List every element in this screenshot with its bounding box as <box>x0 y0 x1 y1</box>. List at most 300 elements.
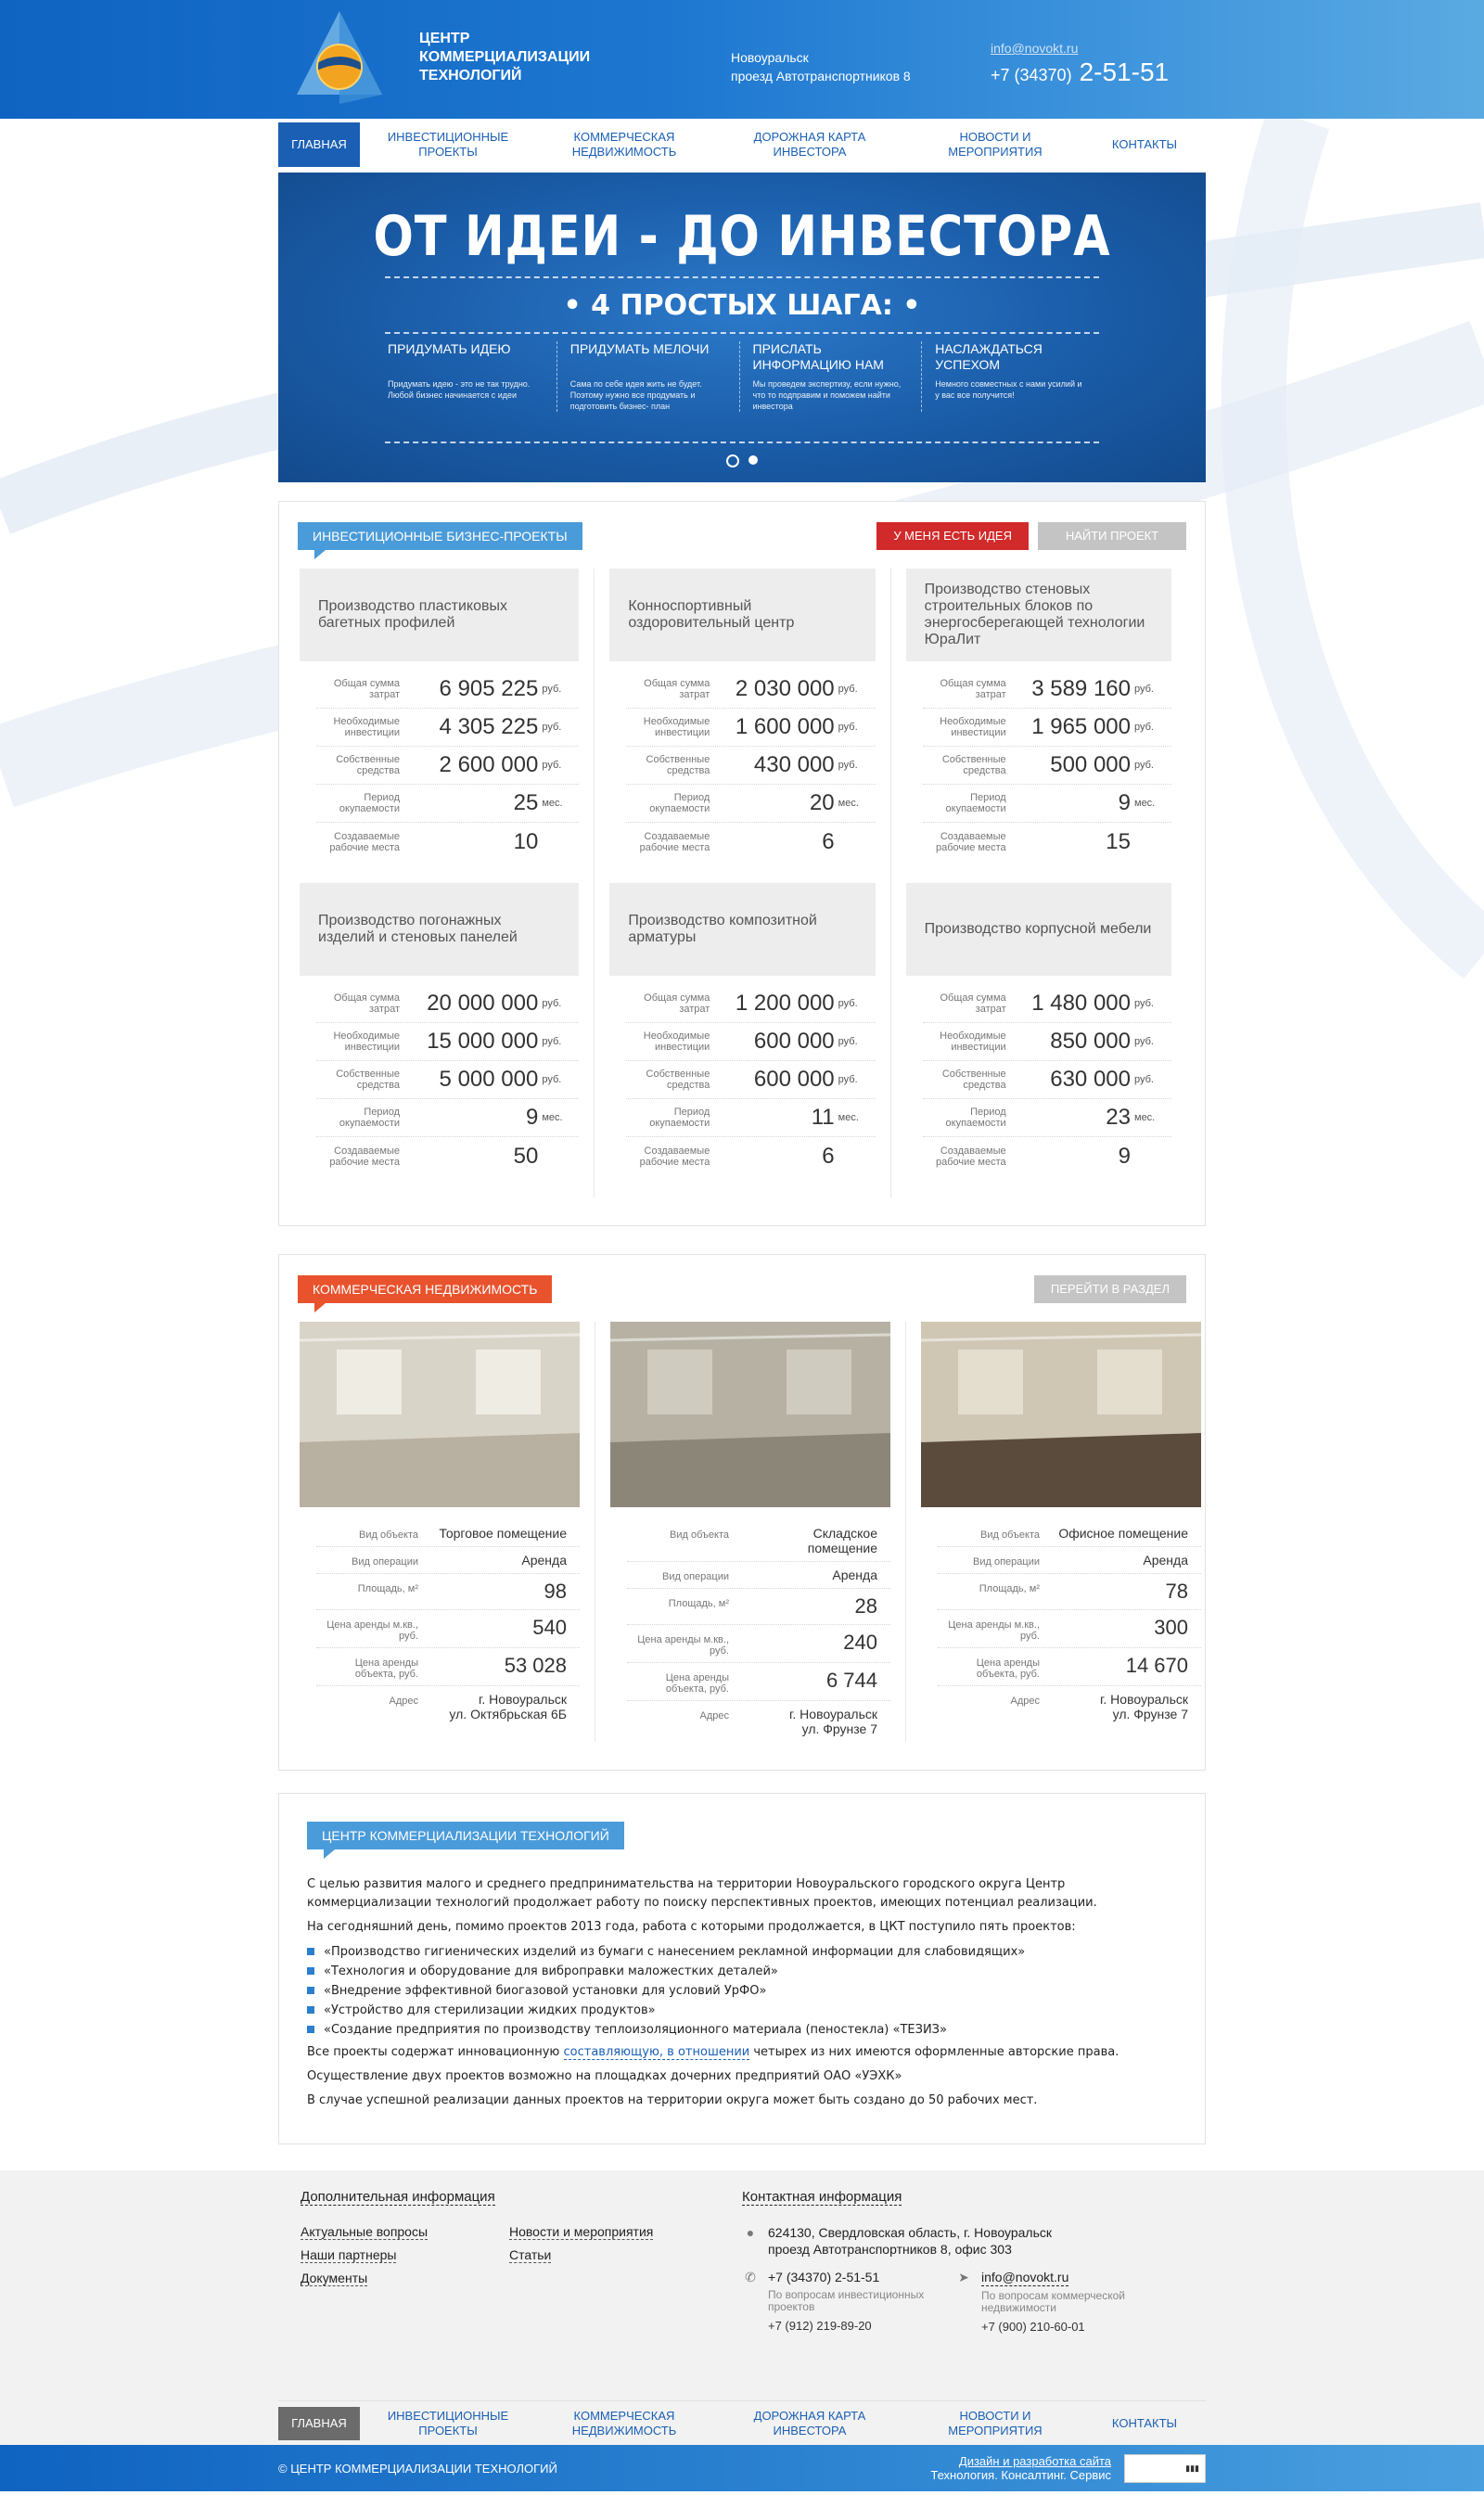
phone-text: +7 (34370) 2-51-51 <box>768 2270 880 2284</box>
address-line: 624130, Свердловская область, г. Новоуральск <box>768 2225 1052 2240</box>
slider-step <box>921 341 1104 412</box>
project-stat-row <box>626 1099 875 1137</box>
inv-phone: +7 (912) 219-89-20 <box>768 2319 872 2333</box>
project-stat-row <box>923 747 1171 785</box>
stat-unit: руб. <box>542 684 562 695</box>
project-title[interactable]: Производство пластиковых багетных профилей <box>300 569 579 661</box>
logo-pyramid-icon[interactable] <box>293 9 386 106</box>
project-stats <box>300 976 579 1175</box>
project-title[interactable]: Производство погонажных изделий и стеновых панелей <box>300 883 579 976</box>
estate-card[interactable] <box>300 1322 580 1727</box>
estate-label: Цена аренды м.кв., руб. <box>948 1619 1040 1642</box>
nav-label: КОНТАКТЫ <box>1111 2415 1178 2430</box>
send-icon: ➤ <box>958 2270 969 2284</box>
project-column <box>298 883 594 1197</box>
nav-label <box>948 2409 1042 2438</box>
est-phone: +7 (900) 210-60-01 <box>981 2320 1085 2334</box>
stat-label: Общая сумма затрат <box>333 992 400 1015</box>
stat-value: 20 000 000 <box>427 991 539 1016</box>
stat-unit: руб. <box>1134 684 1154 695</box>
about-list-item: «Устройство для стерилизации жидких продуктов» <box>307 2001 1177 2020</box>
nav-label-line: ДОРОЖНАЯ КАРТА <box>753 2408 866 2423</box>
about-project-list <box>307 1942 1177 2040</box>
estate-label: Цена аренды объекта, руб. <box>976 1657 1040 1680</box>
slider-pagination <box>278 453 1206 469</box>
estate-row <box>316 1648 580 1686</box>
stat-label: Создаваемые рабочие места <box>935 830 1006 853</box>
find-project-button[interactable]: НАЙТИ ПРОЕКТ <box>1038 522 1186 550</box>
slider-step <box>739 341 922 412</box>
stat-value: 3 589 160 <box>1031 676 1131 701</box>
project-stat-row <box>923 671 1171 709</box>
stat-label: Необходимые инвестиции <box>333 716 400 738</box>
project-title[interactable]: Производство композитной арматуры <box>609 883 875 976</box>
estate-row <box>938 1520 1201 1547</box>
estate-row <box>316 1686 580 1727</box>
about-list-item: «Производство гигиенических изделий из бумаги с нанесением рекламной информации для слабовидящих» <box>307 1942 1177 1962</box>
slider-title: ОТ ИДЕИ - ДО ИНВЕСТОРА <box>373 204 1111 269</box>
project-stats <box>906 976 1171 1175</box>
about-text: четырех из них имеются оформленные авторские права. <box>749 2045 1119 2059</box>
nav-label-line: ИНВЕСТОРА <box>773 145 847 159</box>
project-stat-row <box>316 785 579 823</box>
project-card[interactable] <box>906 569 1171 861</box>
estate-row <box>316 1574 580 1610</box>
project-stat-row <box>316 1099 579 1137</box>
project-stat-row <box>626 985 875 1023</box>
stat-value: 6 <box>822 828 835 854</box>
developer-name: Технология. Консалтинг. Сервис <box>930 2468 1111 2482</box>
stat-unit: руб. <box>838 722 858 733</box>
developer-credit <box>930 2454 1206 2483</box>
footer-nav <box>278 2400 1206 2445</box>
footer-contacts-title: Контактная информация <box>742 2189 902 2205</box>
footer-nav-home[interactable] <box>278 2407 360 2440</box>
project-stat-row <box>626 1061 875 1099</box>
about-text: Все проекты содержат инновационную <box>307 2045 564 2059</box>
stat-unit: руб. <box>1134 1036 1154 1047</box>
stat-label: Собственные средства <box>941 1068 1006 1091</box>
header-city: Новоуральск <box>731 50 809 65</box>
nav-label <box>388 130 508 160</box>
nav-label <box>754 130 866 160</box>
estate-address-line: г. Новоуральск <box>479 1692 567 1707</box>
footer-nav-investment-projects[interactable] <box>360 2401 536 2446</box>
footer-link-news[interactable]: Новости и мероприятия <box>509 2224 654 2239</box>
about-inline-link[interactable]: составляющую, в отношении <box>563 2045 750 2059</box>
estate-tag: КОММЕРЧЕСКАЯ НЕДВИЖИМОСТЬ <box>298 1275 552 1303</box>
stat-unit: руб. <box>838 684 858 695</box>
stat-value: 600 000 <box>753 1067 835 1092</box>
projects-section <box>278 501 1206 1226</box>
estate-label: Площадь, м² <box>668 1598 729 1609</box>
project-stat-row <box>923 1137 1171 1175</box>
stat-unit: руб. <box>838 998 858 1009</box>
stat-value: 6 <box>822 1143 835 1169</box>
stat-label: Создаваемые рабочие места <box>639 830 710 853</box>
estate-row <box>627 1625 890 1663</box>
header-email-link[interactable]: info@novokt.ru <box>991 41 1079 56</box>
project-card[interactable] <box>300 883 579 1175</box>
estate-value: Аренда <box>832 1568 877 1582</box>
stat-value: 25 <box>513 790 539 815</box>
stat-label: Период окупаемости <box>945 1107 1006 1129</box>
developer-link[interactable]: Дизайн и разработка сайта <box>958 2454 1111 2468</box>
nav-label-line: НЕДВИЖИМОСТЬ <box>571 145 677 159</box>
estate-value: 540 <box>532 1616 567 1639</box>
stat-label: Создаваемые рабочие места <box>329 830 400 853</box>
main-nav <box>278 122 1206 167</box>
stat-value: 6 905 225 <box>439 676 539 701</box>
nav-investment-projects[interactable] <box>360 122 536 167</box>
project-column <box>594 883 889 1197</box>
estate-card[interactable] <box>610 1322 890 1742</box>
estate-label: Площадь, м² <box>357 1583 418 1594</box>
estate-address-line: г. Новоуральск <box>789 1707 877 1721</box>
est-note: По вопросам коммерческой недвижимости <box>981 2289 1125 2314</box>
header-address <box>731 48 911 85</box>
stat-unit: мес. <box>542 798 563 809</box>
stat-unit: мес. <box>1134 1112 1156 1123</box>
have-idea-button[interactable]: У МЕНЯ ЕСТЬ ИДЕЯ <box>876 522 1029 550</box>
stat-label: Общая сумма затрат <box>940 992 1006 1015</box>
project-column <box>594 569 889 883</box>
stat-label: Период окупаемости <box>339 792 400 814</box>
go-to-section-button[interactable]: ПЕРЕЙТИ В РАЗДЕЛ <box>1034 1275 1186 1303</box>
about-list-item: «Создание предприятия по производству теплоизоляционного материала (пеностекла) «ТЕЗИЗ» <box>307 2020 1177 2040</box>
nav-label: ГЛАВНАЯ <box>291 137 347 151</box>
project-stat-row <box>316 671 579 709</box>
visit-counter-badge[interactable]: ▮▮▮ <box>1124 2454 1206 2483</box>
stat-unit: руб. <box>838 1036 858 1047</box>
slider-divider <box>385 441 1099 443</box>
nav-investor-roadmap[interactable] <box>712 122 907 167</box>
estate-column <box>905 1322 1216 1742</box>
copyright-text: © ЦЕНТР КОММЕРЦИАЛИЗАЦИИ ТЕХНОЛОГИЙ <box>278 2461 557 2476</box>
estate-address-line: ул. Октябрьская 6Б <box>449 1707 567 1721</box>
estate-row <box>627 1562 890 1589</box>
phone-number: 2-51-51 <box>1079 58 1170 86</box>
stat-value: 50 <box>513 1143 539 1169</box>
stat-value: 9 <box>1118 1143 1131 1169</box>
estate-label: Вид объекта <box>670 1529 729 1541</box>
step-text: Мы проведем экспертизу, если нужно, что то подправим и поможем найти инвестора <box>752 379 902 411</box>
hero-slider[interactable] <box>278 173 1206 482</box>
project-stat-row <box>626 785 875 823</box>
project-stat-row <box>626 1137 875 1175</box>
nav-label-line: ДОРОЖНАЯ КАРТА <box>753 130 866 144</box>
project-card[interactable] <box>609 569 875 861</box>
stat-unit: руб. <box>542 998 562 1009</box>
estate-label: Вид операции <box>352 1556 418 1568</box>
stat-label: Необходимые инвестиции <box>333 1030 400 1053</box>
step-text: Придумать идею - это не так трудно. Любой бизнес начинается с идеи <box>388 379 531 400</box>
estate-address-line: ул. Фрунзе 7 <box>1112 1707 1188 1721</box>
footer-columns <box>278 2189 1206 2393</box>
nav-label-line: КОММЕРЧЕСКАЯ <box>573 130 675 144</box>
step-text: Немного совместных с нами усилий и у вас все получится! <box>935 379 1082 400</box>
project-stat-row <box>923 823 1171 861</box>
nav-label-line: ИНВЕСТОРА <box>773 2423 847 2438</box>
stat-label: Период окупаемости <box>649 1107 710 1129</box>
nav-label-line: КОММЕРЧЕСКАЯ <box>573 2408 675 2423</box>
estate-label: Цена аренды м.кв., руб. <box>637 1634 729 1657</box>
project-card[interactable] <box>906 883 1171 1175</box>
slider-subtitle: • 4 ПРОСТЫХ ШАГА: • <box>563 289 921 322</box>
nav-label-line: ИНВЕСТИЦИОННЫЕ <box>387 2408 509 2423</box>
footer-email-block <box>955 2269 1141 2334</box>
room-photo-image <box>610 1322 890 1507</box>
estate-value: 53 028 <box>504 1654 567 1677</box>
about-paragraph: Осуществление двух проектов возможно на площадках дочерних предприятий ОАО «УЭХК» <box>307 2069 902 2083</box>
footer-phone-block <box>742 2269 955 2334</box>
project-title[interactable]: Конноспортивный оздоровительный центр <box>609 569 875 661</box>
nav-contacts[interactable] <box>1083 122 1206 167</box>
stat-label: Собственные средства <box>336 1068 400 1091</box>
nav-label-line: НОВОСТИ И <box>959 130 1031 144</box>
project-stat-row <box>626 823 875 861</box>
project-column <box>890 569 1186 883</box>
estate-buttons <box>1025 1275 1186 1303</box>
about-paragraph: На сегодняшний день, помимо проектов 2013 года, работа с которыми продолжается, в ЦКТ поступило пять проектов: <box>307 1920 1076 1934</box>
footer-nav-investor-roadmap[interactable] <box>712 2401 907 2446</box>
stat-label: Период окупаемости <box>945 792 1006 814</box>
project-card[interactable] <box>300 569 579 861</box>
nav-label-line: МЕРОПРИЯТИЯ <box>948 145 1043 159</box>
estate-label: Вид объекта <box>359 1529 418 1541</box>
about-paragraph <box>307 2043 1177 2062</box>
footer-phone <box>742 2269 955 2285</box>
footer-links <box>301 2224 742 2286</box>
project-stat-row <box>316 823 579 861</box>
brand-line: ТЕХНОЛОГИЙ <box>419 68 522 83</box>
footer-link-faq[interactable]: Актуальные вопросы <box>301 2224 429 2239</box>
stat-label: Необходимые инвестиции <box>940 1030 1006 1053</box>
estate-value: Складское помещение <box>807 1526 877 1555</box>
stat-label: Собственные средства <box>336 754 400 776</box>
stat-unit: руб. <box>1134 1074 1154 1085</box>
estate-value: 300 <box>1154 1616 1188 1639</box>
footer-nav-contacts[interactable] <box>1083 2401 1206 2446</box>
about-paragraph: С целью развития малого и среднего предпринимательства на территории Новоуральского городского округа Центр коммерциализации технологий продолжает работу по поиску перспективных проектов, имеющих потенциал реализации. <box>307 1877 1097 1910</box>
projects-header <box>298 522 1186 550</box>
slider-step <box>388 341 556 412</box>
stat-label: Создаваемые рабочие места <box>329 1145 400 1168</box>
nav-home[interactable] <box>278 122 360 167</box>
footer-email-link[interactable]: info@novokt.ru <box>981 2270 1069 2284</box>
estate-row <box>316 1547 580 1574</box>
footer-address <box>742 2224 1187 2258</box>
estate-photo[interactable] <box>610 1322 890 1507</box>
stat-value: 1 600 000 <box>735 714 835 739</box>
step-title: ПРИДУМАТЬ МЕЛОЧИ <box>569 341 710 356</box>
stat-value: 1 965 000 <box>1031 714 1131 739</box>
estate-value: Торговое помещение <box>439 1526 567 1541</box>
estate-header <box>298 1275 1186 1303</box>
estate-photo[interactable] <box>300 1322 580 1507</box>
step-text: Сама по себе идея жить не будет. Поэтому нужно все продумать и подготовить бизнес- план <box>569 379 702 411</box>
header-street: проезд Автотранспортников 8 <box>731 69 911 83</box>
nav-label <box>572 2409 677 2438</box>
estate-label: Вид объекта <box>980 1529 1040 1541</box>
footer-nav-news-events[interactable] <box>907 2401 1083 2446</box>
estate-photo[interactable] <box>921 1322 1201 1507</box>
slider-dot[interactable] <box>748 455 758 465</box>
inv-note: По вопросам инвестиционных проектов <box>768 2288 925 2313</box>
stat-value: 23 <box>1106 1105 1131 1130</box>
estate-value: 240 <box>843 1631 877 1654</box>
estate-row <box>938 1574 1201 1610</box>
estate-address-line: ул. Фрунзе 7 <box>801 1721 877 1736</box>
projects-buttons <box>867 522 1186 550</box>
stat-value: 15 000 000 <box>427 1029 539 1054</box>
estate-row <box>938 1547 1201 1574</box>
project-stat-row <box>923 1099 1171 1137</box>
footer-link-partners[interactable]: Наши партнеры <box>301 2247 397 2262</box>
estate-value: 78 <box>1165 1580 1188 1603</box>
project-stats <box>609 976 875 1175</box>
estate-row <box>938 1686 1201 1727</box>
estate-value: Аренда <box>521 1553 567 1568</box>
stat-value: 10 <box>513 828 539 854</box>
stat-value: 500 000 <box>1050 752 1131 777</box>
step-title: НАСЛАЖДАТЬСЯ УСПЕХОМ <box>935 341 1043 372</box>
estate-details <box>921 1507 1201 1727</box>
stat-unit: руб. <box>1134 998 1154 1009</box>
project-stat-row <box>316 985 579 1023</box>
stat-value: 11 <box>811 1105 835 1130</box>
project-card[interactable] <box>609 883 875 1175</box>
room-photo-image <box>300 1322 580 1507</box>
slider-divider <box>385 276 1099 278</box>
estate-grid <box>298 1322 1186 1742</box>
estate-row <box>627 1663 890 1701</box>
stat-label: Собственные средства <box>646 754 710 776</box>
stat-label: Общая сумма затрат <box>333 678 400 700</box>
nav-label <box>572 130 677 160</box>
about-section <box>278 1793 1206 2144</box>
nav-label <box>948 130 1042 160</box>
footer-phone-row <box>742 2269 1187 2334</box>
stat-label: Необходимые инвестиции <box>940 716 1006 738</box>
estate-value <box>1040 1692 1188 1721</box>
stat-value: 850 000 <box>1050 1029 1131 1054</box>
project-stat-row <box>316 1137 579 1175</box>
nav-commercial-estate[interactable] <box>536 122 712 167</box>
estate-value: 28 <box>854 1594 877 1618</box>
stat-value: 600 000 <box>753 1029 835 1054</box>
brand-line: ЦЕНТР <box>419 31 470 46</box>
stat-value: 2 600 000 <box>439 752 539 777</box>
project-stat-row <box>626 671 875 709</box>
about-list-item: «Технология и оборудование для виброправки маложестких деталей» <box>307 1962 1177 1981</box>
project-stat-row <box>626 709 875 747</box>
nav-label-line: МЕРОПРИЯТИЯ <box>948 2423 1043 2438</box>
footer-link-documents[interactable]: Документы <box>301 2271 368 2285</box>
stat-label: Общая сумма затрат <box>940 678 1006 700</box>
estate-details <box>300 1507 580 1727</box>
nav-label <box>754 2409 866 2438</box>
estate-value <box>418 1692 567 1721</box>
nav-label: ГЛАВНАЯ <box>291 2415 347 2430</box>
stat-unit: руб. <box>1134 760 1154 771</box>
estate-label: Цена аренды объекта, руб. <box>665 1672 729 1695</box>
stat-value: 630 000 <box>1050 1067 1131 1092</box>
stat-label: Собственные средства <box>941 754 1006 776</box>
stat-unit: мес. <box>838 798 859 809</box>
stat-unit: руб. <box>542 1074 562 1085</box>
footer-nav-commercial-estate[interactable] <box>536 2401 712 2446</box>
stat-unit: мес. <box>838 1112 859 1123</box>
nav-label-line: ИНВЕСТИЦИОННЫЕ <box>387 130 509 144</box>
stat-label: Период окупаемости <box>339 1107 400 1129</box>
project-stat-row <box>626 1023 875 1061</box>
footer-email <box>955 2269 1141 2286</box>
nav-label <box>388 2409 508 2438</box>
estate-row <box>627 1520 890 1562</box>
stat-value: 1 480 000 <box>1031 991 1131 1016</box>
project-column <box>298 569 594 883</box>
footer-info <box>278 2189 742 2393</box>
phone-code: +7 (34370) <box>991 66 1072 84</box>
stat-label: Создаваемые рабочие места <box>639 1145 710 1168</box>
estate-label: Адрес <box>389 1695 418 1707</box>
stat-value: 430 000 <box>753 752 835 777</box>
estate-column <box>595 1322 905 1742</box>
stat-unit: мес. <box>1134 798 1156 809</box>
estate-row <box>627 1701 890 1742</box>
stat-value: 1 200 000 <box>735 991 835 1016</box>
estate-label: Вид операции <box>662 1571 729 1582</box>
stat-label: Создаваемые рабочие места <box>935 1145 1006 1168</box>
estate-value: 98 <box>544 1580 567 1603</box>
stat-label: Период окупаемости <box>649 792 710 814</box>
project-column <box>890 883 1186 1197</box>
estate-label: Вид операции <box>973 1556 1040 1568</box>
stat-value: 9 <box>1118 790 1131 815</box>
map-pin-icon: ● <box>746 2225 755 2240</box>
about-tag: ЦЕНТР КОММЕРЦИАЛИЗАЦИИ ТЕХНОЛОГИЙ <box>307 1822 624 1849</box>
copyright-bar <box>0 2445 1484 2491</box>
site-brand <box>419 30 590 85</box>
project-stat-row <box>316 1023 579 1061</box>
estate-row <box>316 1520 580 1547</box>
estate-card[interactable] <box>921 1322 1201 1727</box>
site-footer <box>0 2170 1484 2491</box>
project-title[interactable]: Производство стеновых строительных блоков по энергосберегающей технологии ЮраЛит <box>906 569 1171 661</box>
stat-unit: руб. <box>542 760 562 771</box>
address-line: проезд Автотранспортников 8, офис 303 <box>768 2242 1012 2257</box>
slider-dot-active[interactable] <box>726 454 739 467</box>
footer-info-title: Дополнительная информация <box>301 2189 495 2205</box>
stat-unit: руб. <box>1134 722 1154 733</box>
header-phone <box>991 58 1169 87</box>
project-stat-row <box>923 985 1171 1023</box>
footer-link-articles[interactable]: Статьи <box>509 2247 552 2262</box>
estate-value: Аренда <box>1143 1553 1188 1568</box>
estate-row <box>938 1610 1201 1648</box>
project-title[interactable]: Производство корпусной мебели <box>906 883 1171 976</box>
project-stat-row <box>316 709 579 747</box>
nav-news-events[interactable] <box>907 122 1083 167</box>
estate-value: 6 744 <box>825 1669 877 1692</box>
stat-value: 4 305 225 <box>439 714 539 739</box>
estate-label: Площадь, м² <box>979 1583 1040 1594</box>
project-stats <box>300 661 579 861</box>
estate-value: 14 670 <box>1125 1654 1188 1677</box>
stat-value: 20 <box>809 790 835 815</box>
project-stat-row <box>923 785 1171 823</box>
